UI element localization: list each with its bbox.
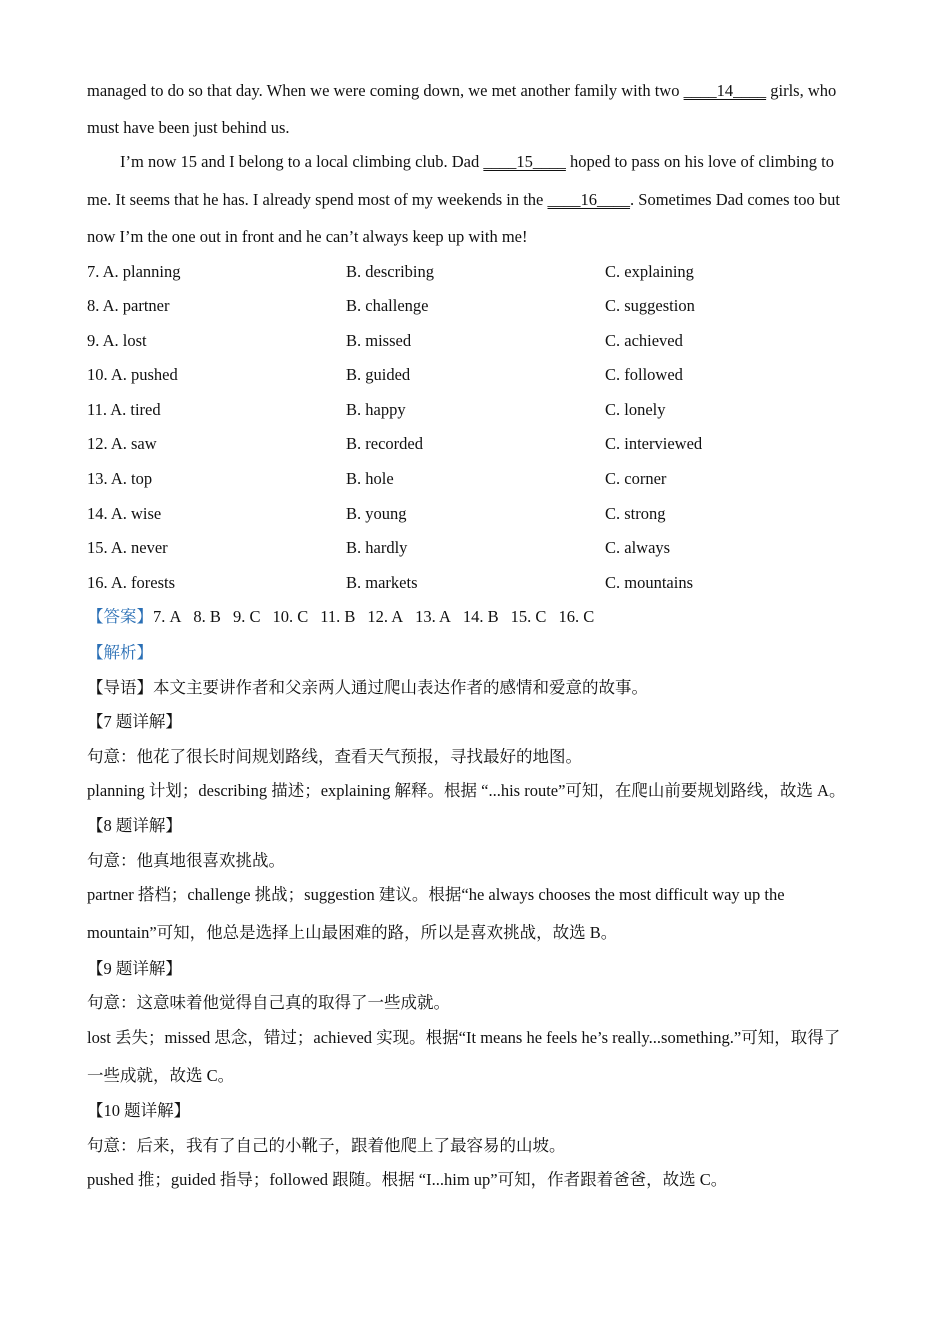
q8-meaning: 句意：他真地很喜欢挑战。 (87, 851, 285, 870)
option-15-c: C. always (605, 538, 671, 557)
answer-item: 8. B (193, 607, 221, 626)
blank-15: ____15____ (483, 152, 566, 171)
option-10-b: B. guided (346, 365, 411, 384)
passage-text: girls, who (766, 81, 837, 100)
option-11-a: 11. A. tired (87, 400, 161, 419)
answer-item: 13. A (415, 607, 451, 626)
answer-item: 10. C (272, 607, 309, 626)
option-7-c: C. explaining (605, 262, 694, 281)
answer-item: 7. A (153, 607, 182, 626)
option-15-b: B. hardly (346, 538, 408, 557)
option-9-b: B. missed (346, 331, 412, 350)
passage-text: must have been just behind us. (87, 118, 290, 137)
analysis-label: 【解析】 (87, 643, 153, 662)
option-12-c: C. interviewed (605, 434, 703, 453)
answer-item: 11. B (320, 607, 356, 626)
passage-line-4 (87, 190, 840, 210)
passage-line-3 (120, 152, 834, 172)
lead-text: 【导语】本文主要讲作者和父亲两人通过爬山表达作者的感情和爱意的故事。 (87, 678, 648, 697)
q9-meaning: 句意：这意味着他觉得自己真的取得了一些成就。 (87, 993, 450, 1012)
answer-item: 16. C (558, 607, 595, 626)
option-8-b: B. challenge (346, 296, 429, 315)
option-8-c: C. suggestion (605, 296, 695, 315)
option-13-a: 13. A. top (87, 469, 153, 488)
passage-line-2 (87, 118, 290, 138)
option-16-a: 16. A. forests (87, 573, 175, 592)
option-7-a: 7. A. planning (87, 262, 181, 281)
passage-text: managed to do so that day. When we were coming down, we met another family with two (87, 81, 684, 100)
answer-item: 15. C (510, 607, 547, 626)
option-14-a: 14. A. wise (87, 504, 162, 523)
option-16-b: B. markets (346, 573, 418, 592)
option-9-c: C. achieved (605, 331, 683, 350)
option-15-a: 15. A. never (87, 538, 168, 557)
option-12-b: B. recorded (346, 434, 423, 453)
q7-title: 【7 题详解】 (87, 712, 182, 731)
passage-line-5 (87, 227, 528, 247)
option-16-c: C. mountains (605, 573, 694, 592)
q8-explain-2: mountain”可知，他总是选择上山最困难的路，所以是喜欢挑战，故选 B。 (87, 923, 618, 942)
passage-text: I’m now 15 and I belong to a local climbing club. Dad (120, 152, 484, 171)
option-7-b: B. describing (346, 262, 434, 281)
option-14-c: C. strong (605, 504, 666, 523)
q8-title: 【8 题详解】 (87, 816, 182, 835)
option-13-c: C. corner (605, 469, 667, 488)
q9-explain-2: 一些成就，故选 C。 (87, 1066, 235, 1085)
option-11-b: B. happy (346, 400, 406, 419)
passage-text: now I’m the one out in front and he can’t always keep up with me! (87, 227, 528, 246)
q10-explain: pushed 推；guided 指导；followed 跟随。根据 “I...him up”可知，作者跟着爸爸，故选 C。 (87, 1170, 728, 1189)
option-10-c: C. followed (605, 365, 683, 384)
answer-line (87, 607, 606, 627)
blank-16: ____16____ (547, 190, 631, 209)
option-8-a: 8. A. partner (87, 296, 170, 315)
answer-item: 14. B (462, 607, 499, 626)
q8-explain-1: partner 搭档；challenge 挑战；suggestion 建议。根据“he always chooses the most difficult way up the (87, 885, 785, 904)
passage-text: . Sometimes Dad comes too but (630, 190, 840, 209)
q10-meaning: 句意：后来，我有了自己的小靴子，跟着他爬上了最容易的山坡。 (87, 1136, 566, 1155)
q7-explain: planning 计划；describing 描述；explaining 解释。根据 “...his route”可知，在爬山前要规划路线，故选 A。 (87, 781, 846, 800)
option-11-c: C. lonely (605, 400, 666, 419)
option-14-b: B. young (346, 504, 407, 523)
answer-item: 12. A (367, 607, 404, 626)
passage-text: hoped to pass on his love of climbing to (565, 152, 834, 171)
passage-text: me. It seems that he has. I already spend most of my weekends in the (87, 190, 548, 209)
option-12-a: 12. A. saw (87, 434, 157, 453)
blank-14: ____14____ (683, 81, 767, 100)
q10-title: 【10 题详解】 (87, 1101, 191, 1120)
q9-explain-1: lost 丢失；missed 思念，错过；achieved 实现。根据“It means he feels he’s really...something.”可知，取得了 (87, 1028, 841, 1047)
passage-line-1 (87, 81, 836, 101)
option-10-a: 10. A. pushed (87, 365, 178, 384)
option-9-a: 9. A. lost (87, 331, 147, 350)
answer-item: 9. C (232, 607, 261, 626)
q9-title: 【9 题详解】 (87, 959, 182, 978)
q7-meaning: 句意：他花了很长时间规划路线，查看天气预报，寻找最好的地图。 (87, 747, 582, 766)
option-13-b: B. hole (346, 469, 394, 488)
answer-label: 【答案】 (87, 607, 153, 626)
